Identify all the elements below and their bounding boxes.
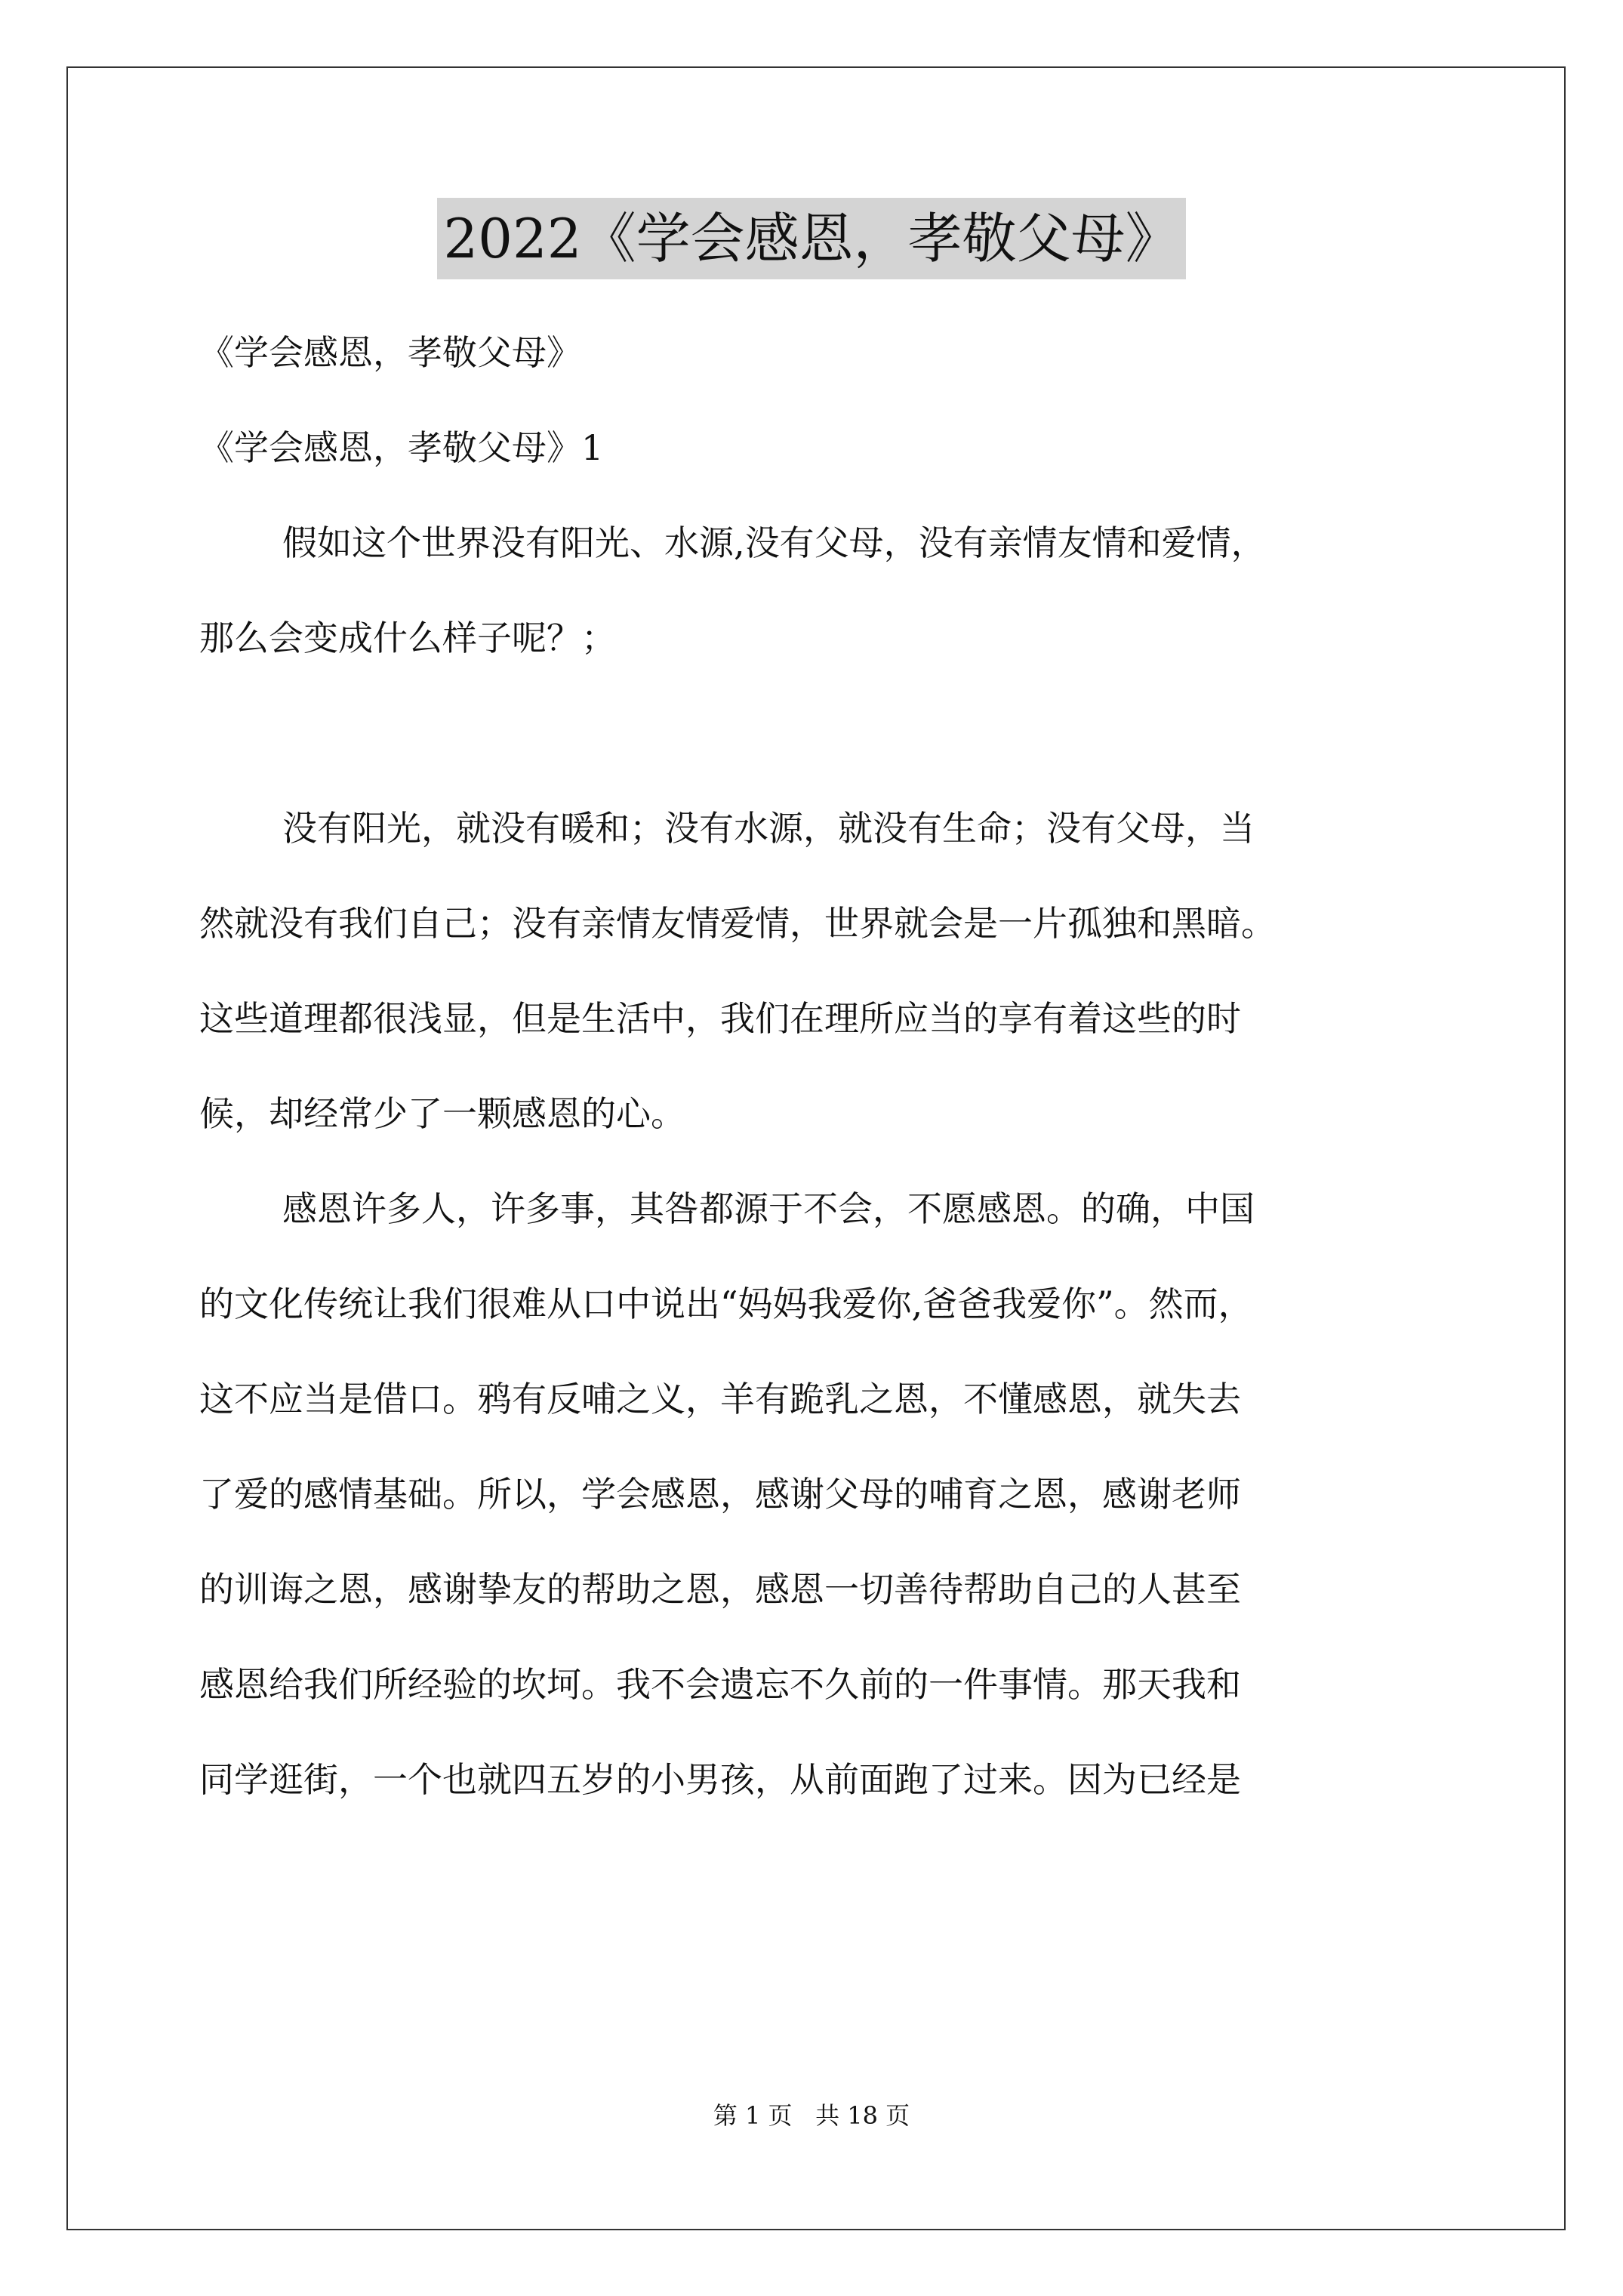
paragraph-line: 然就没有我们自己；没有亲情友情爱情，世界就会是一片孤独和黑暗。 bbox=[199, 903, 1276, 944]
subtitle-line: 《学会感恩，孝敬父母》 bbox=[199, 332, 581, 373]
paragraph-line: 这些道理都很浅显，但是生活中，我们在理所应当的享有着这些的时 bbox=[199, 998, 1241, 1039]
paragraph-line: 同学逛街，一个也就四五岁的小男孩，从前面跑了过来。因为已经是 bbox=[199, 1759, 1241, 1800]
document-title: 2022《学会感恩，孝敬父母》 bbox=[437, 198, 1185, 279]
paragraph-line: 候，却经常少了一颗感恩的心。 bbox=[199, 1093, 685, 1134]
title-container bbox=[0, 198, 1623, 279]
paragraph-line: 了爱的感情基础。所以，学会感恩，感谢父母的哺育之恩，感谢老师 bbox=[199, 1474, 1241, 1515]
paragraph-line: 感恩给我们所经验的坎坷。我不会遗忘不久前的一件事情。那天我和 bbox=[199, 1664, 1241, 1705]
paragraph-line: 没有阳光，就没有暖和；没有水源，就没有生命；没有父母，当 bbox=[282, 808, 1255, 849]
blank-line bbox=[199, 686, 1437, 781]
paragraph-line: 假如这个世界没有阳光、水源,没有父母，没有亲情友情和爱情， bbox=[282, 522, 1266, 563]
document-body bbox=[199, 305, 1437, 1827]
paragraph-line: 这不应当是借口。鸦有反哺之义，羊有跪乳之恩，不懂感恩，就失去 bbox=[199, 1379, 1241, 1419]
section-heading: 《学会感恩，孝敬父母》1 bbox=[199, 427, 604, 468]
paragraph-line: 的文化传统让我们很难从口中说出“妈妈我爱你,爸爸我爱你”。然而， bbox=[199, 1284, 1253, 1324]
paragraph-line: 那么会变成什么样子呢？； bbox=[199, 618, 616, 658]
page-footer: 第 1 页 共 18 页 bbox=[713, 2101, 910, 2130]
paragraph-line: 的训诲之恩，感谢挚友的帮助之恩，感恩一切善待帮助自己的人甚至 bbox=[199, 1569, 1241, 1610]
paragraph-line: 感恩许多人，许多事，其咎都源于不会，不愿感恩。的确，中国 bbox=[282, 1188, 1255, 1229]
